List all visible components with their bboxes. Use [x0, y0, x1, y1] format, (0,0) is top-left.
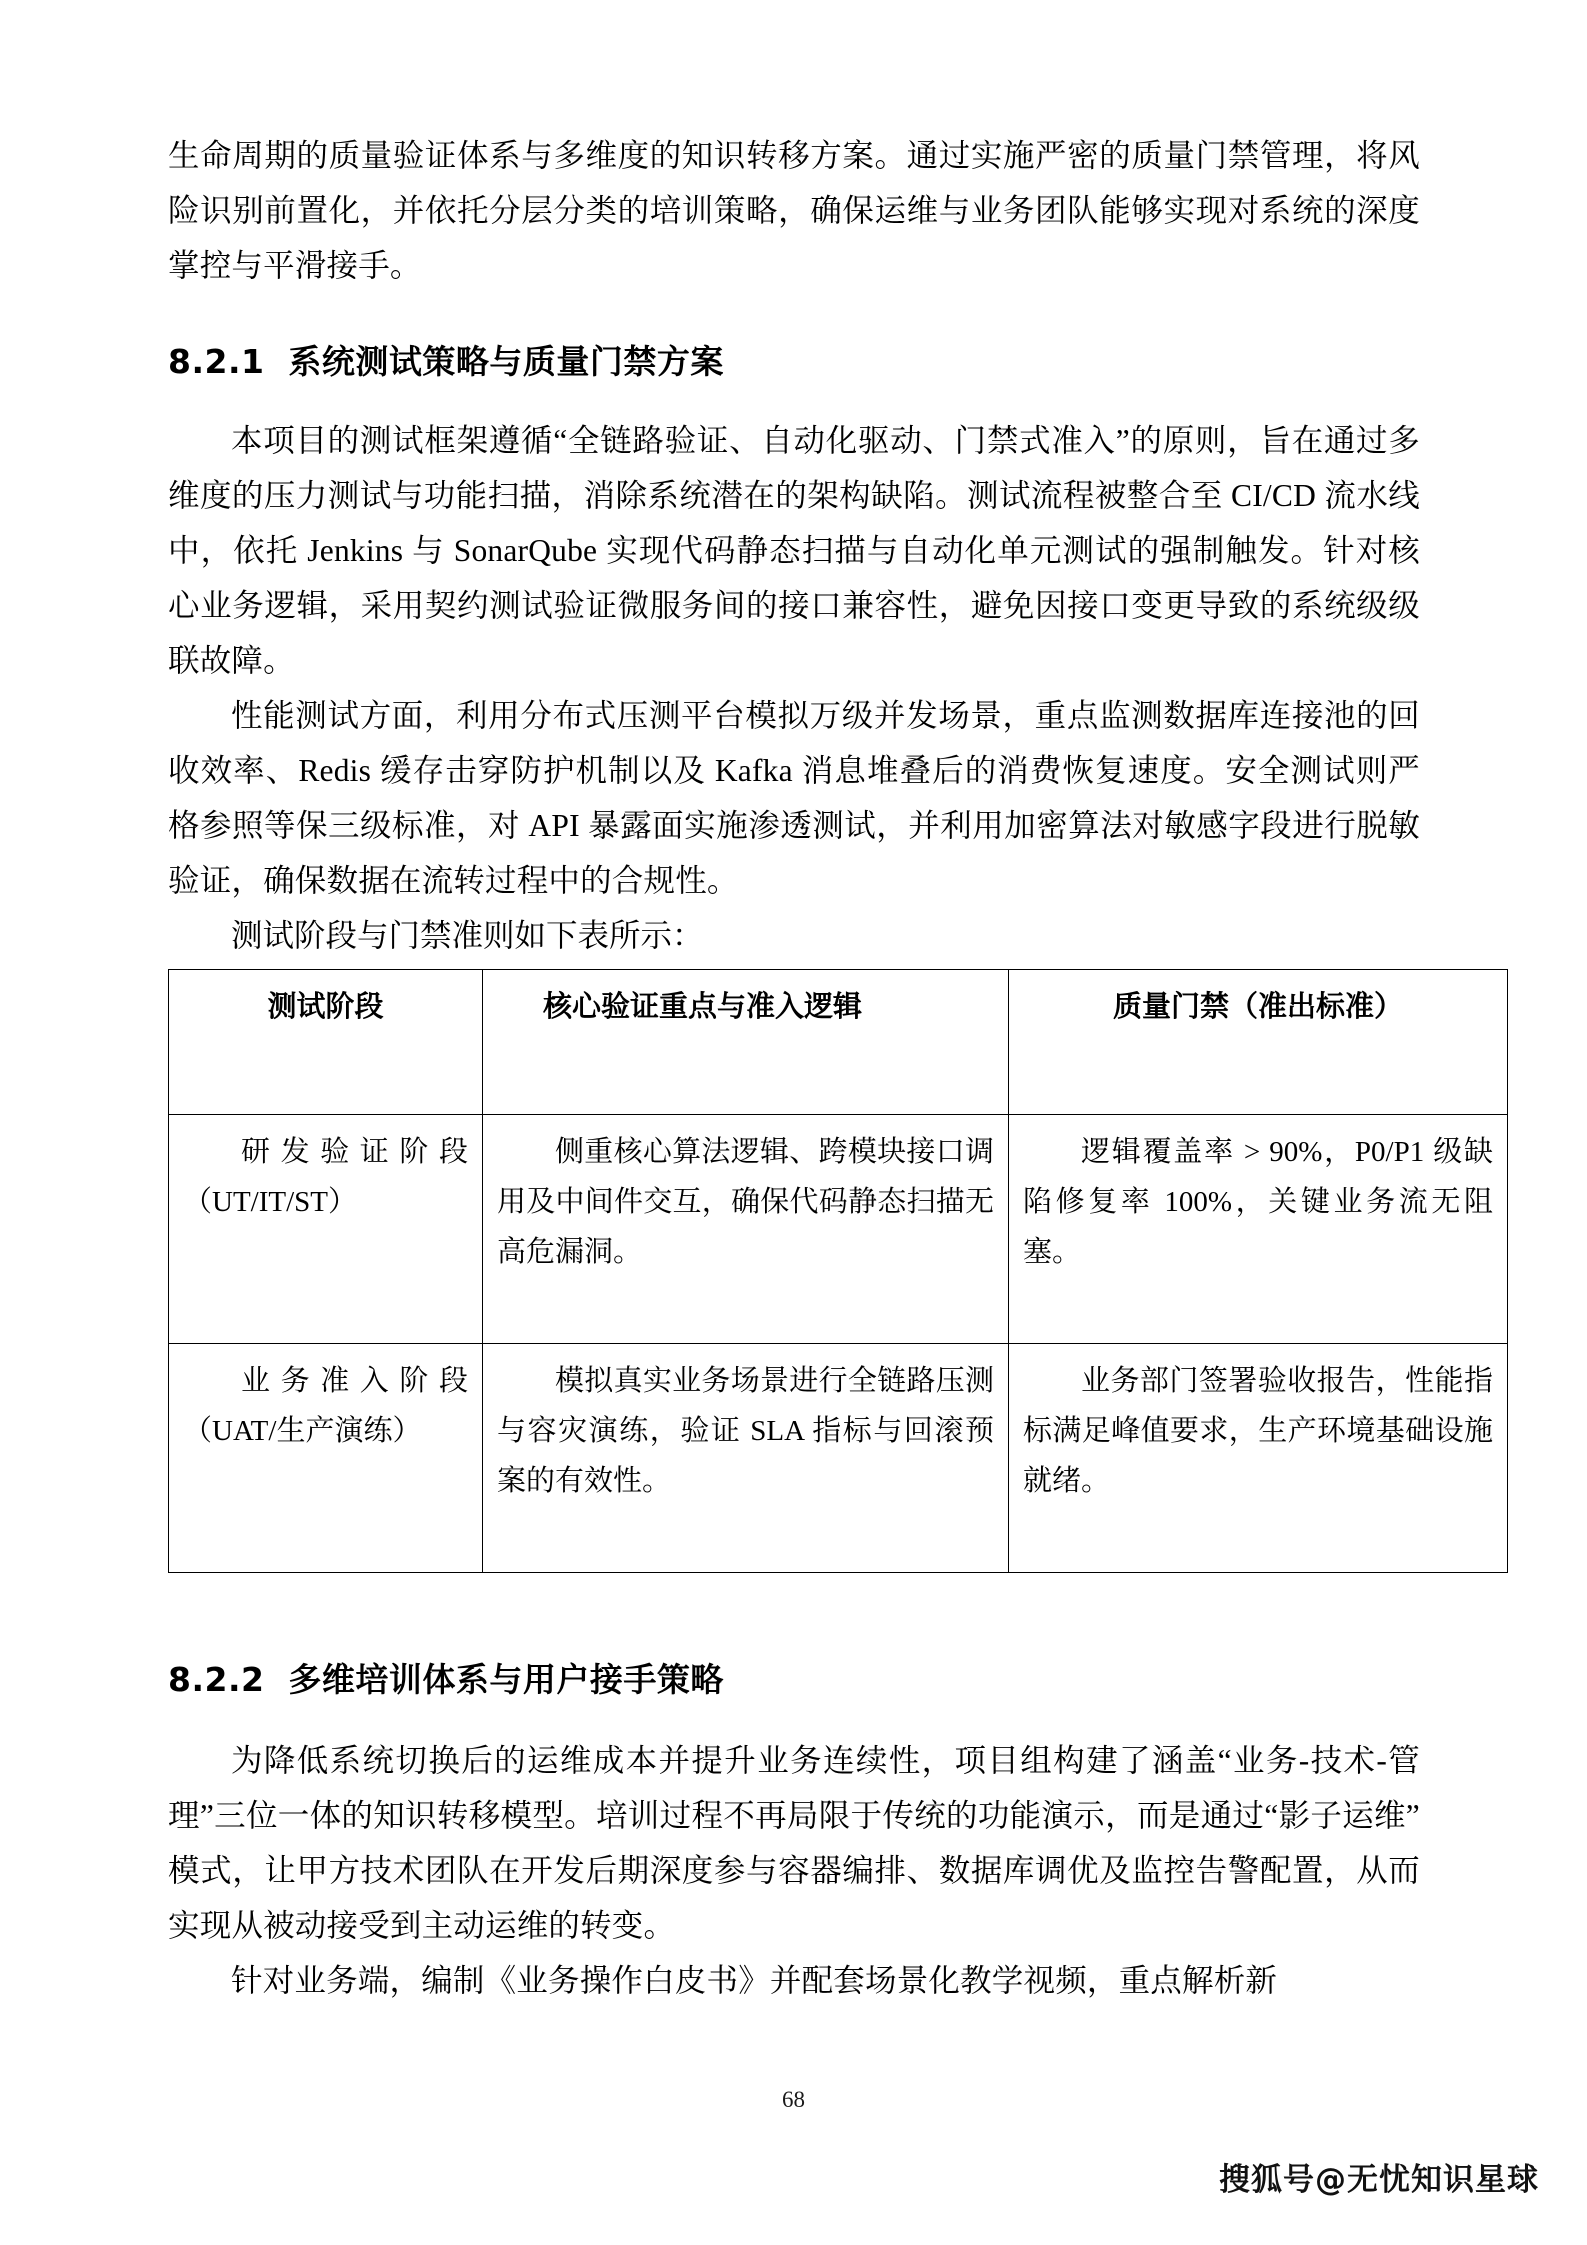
- table-header: [169, 970, 1508, 1115]
- intro-paragraph: 生命周期的质量验证体系与多维度的知识转移方案。通过实施严密的质量门禁管理，将风险识别前置化，并依托分层分类的培训策略，确保运维与业务团队能够实现对系统的深度掌控与平滑接手。: [168, 138, 1420, 283]
- table-cell-focus: 模拟真实业务场景进行全链路压测与容灾演练，验证 SLA 指标与回滚预案的有效性。: [483, 1344, 1009, 1573]
- table-cell-stage: 业务准入阶段（UAT/生产演练）: [169, 1344, 483, 1573]
- table-row: [169, 1344, 1508, 1573]
- table-header-row: [169, 970, 1508, 1115]
- watermark: 搜狐号@无忧知识星球: [1219, 2162, 1539, 2198]
- page-content: [168, 128, 1493, 2008]
- table-lead-in: 测试阶段与门禁准则如下表所示：: [231, 918, 704, 953]
- table-body: [169, 1115, 1508, 1573]
- table-cell-gate: 业务部门签署验收报告，性能指标满足峰值要求，生产环境基础设施就绪。: [1009, 1344, 1508, 1573]
- test-phase-gate-table: [168, 969, 1508, 1573]
- table-header-cell-stage: 测试阶段: [169, 970, 483, 1115]
- table-header-cell-gate: 质量门禁（准出标准）: [1009, 970, 1508, 1115]
- table-cell-focus: 侧重核心算法逻辑、跨模块接口调用及中间件交互，确保代码静态扫描无高危漏洞。: [483, 1115, 1009, 1344]
- table-row: [169, 1115, 1508, 1344]
- table-cell-stage: 研发验证阶段（UT/IT/ST）: [169, 1115, 483, 1344]
- section-822-paragraph-2: 针对业务端，编制《业务操作白皮书》并配套场景化教学视频，重点解析新: [231, 1963, 1278, 1998]
- section-822-paragraph-1: 为降低系统切换后的运维成本并提升业务连续性，项目组构建了涵盖“业务-技术-管理”三位一体的知识转移模型。培训过程不再局限于传统的功能演示，而是通过“影子运维”模式，让甲方技术团队在开发后期深度参与容器编排、数据库调优及监控告警配置，从而实现从被动接受到主动运维的转变。: [168, 1743, 1420, 1943]
- table-header-cell-focus: 核心验证重点与准入逻辑: [483, 970, 1009, 1115]
- section-heading-8-2-2: 8.2.2 多维培训体系与用户接手策略: [168, 1660, 724, 1699]
- section-heading-8-2-1: 8.2.1 系统测试策略与质量门禁方案: [168, 342, 724, 381]
- section-821-paragraph-2: 性能测试方面，利用分布式压测平台模拟万级并发场景，重点监测数据库连接池的回收效率、Redis 缓存击穿防护机制以及 Kafka 消息堆叠后的消费恢复速度。安全测试则严格参照等保三级标准，对 API 暴露面实施渗透测试，并利用加密算法对敏感字段进行脱敏验证，确保数据在流转过程中的合规性。: [168, 698, 1420, 898]
- page-number: 68: [782, 2087, 805, 2112]
- section-821-paragraph-1: 本项目的测试框架遵循“全链路验证、自动化驱动、门禁式准入”的原则，旨在通过多维度的压力测试与功能扫描，消除系统潜在的架构缺陷。测试流程被整合至 CI/CD 流水线中，依托 Jenkins 与 SonarQube 实现代码静态扫描与自动化单元测试的强制触发。针对核心业务逻辑，采用契约测试验证微服务间的接口兼容性，避免因接口变更导致的系统级级联故障。: [168, 423, 1420, 678]
- table-cell-gate: 逻辑覆盖率 > 90%，P0/P1 级缺陷修复率 100%，关键业务流无阻塞。: [1009, 1115, 1508, 1344]
